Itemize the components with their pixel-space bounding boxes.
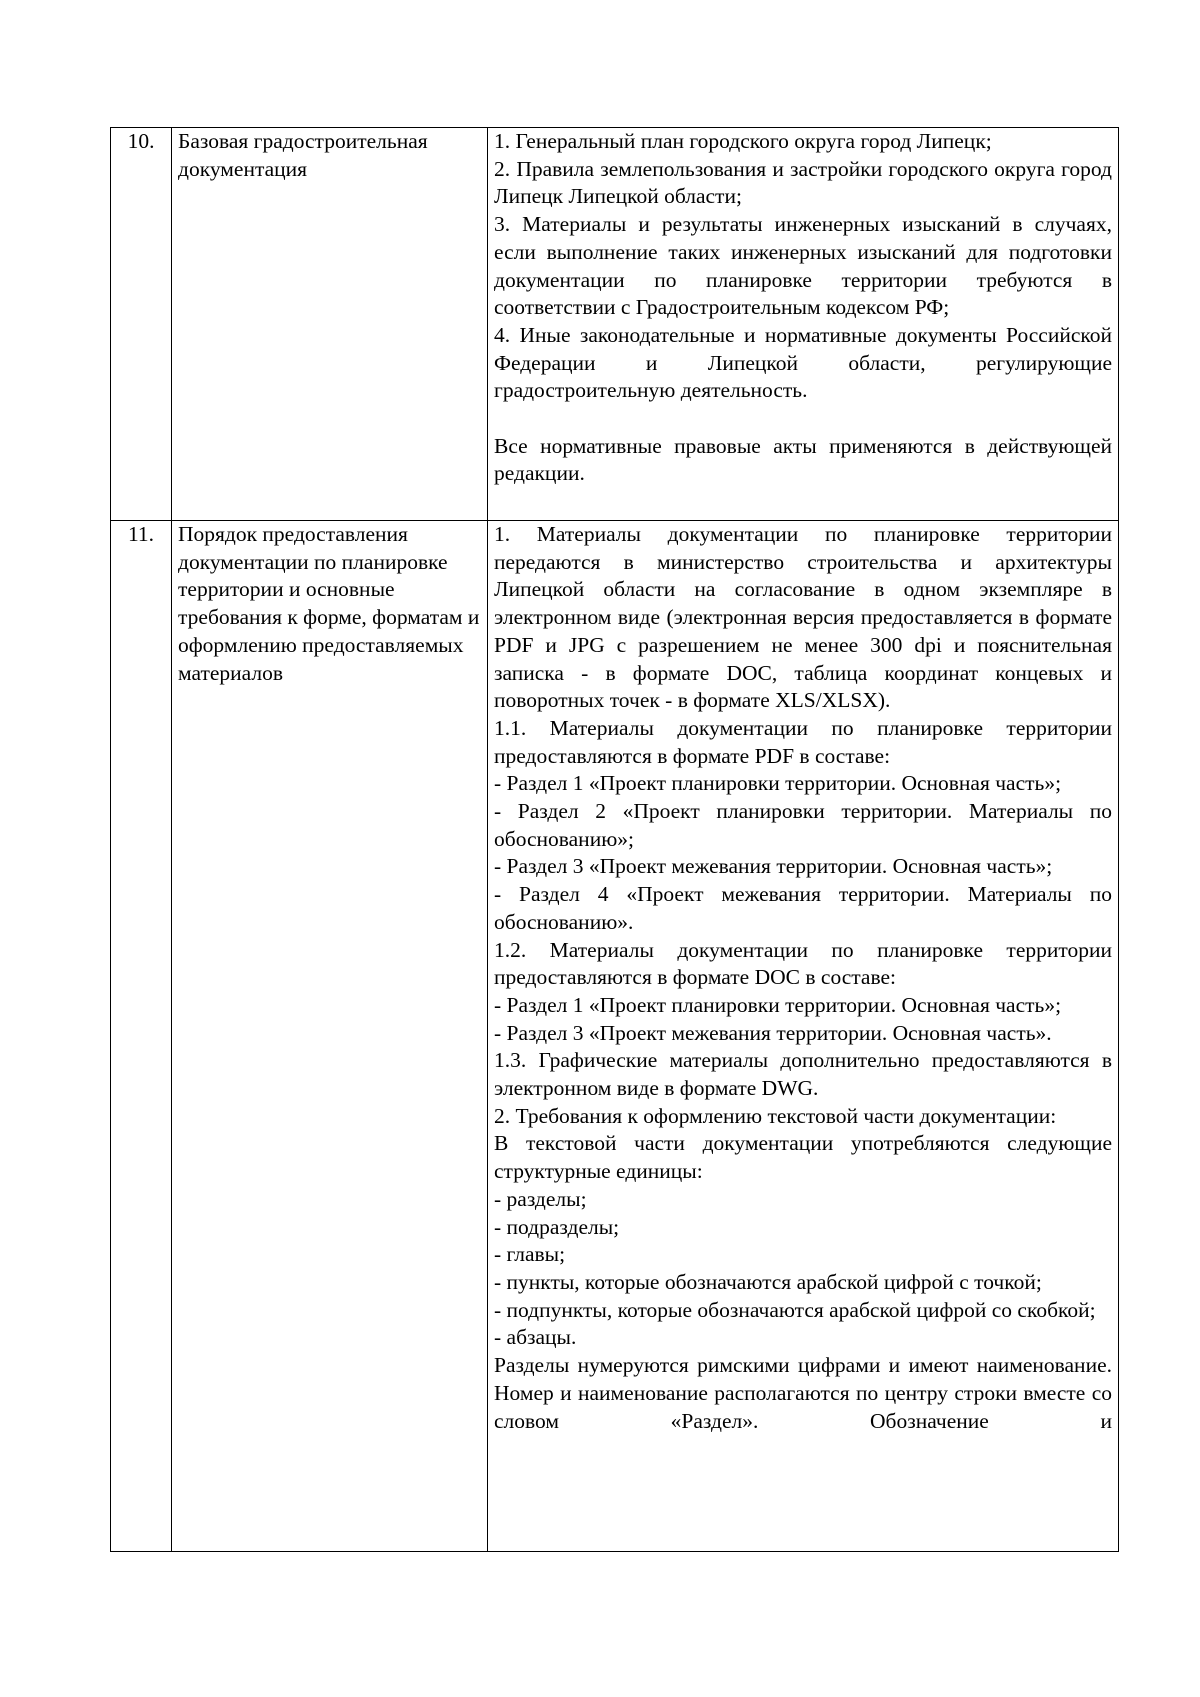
paragraph: - Раздел 4 «Проект межевания территории. Материалы по обоснованию». [494, 882, 1112, 934]
paragraph: - Раздел 2 «Проект планировки территории. Материалы по обоснованию»; [494, 799, 1112, 851]
row-number: 11. [111, 521, 172, 1552]
paragraph: - Раздел 3 «Проект межевания территории. Основная часть»; [494, 854, 1053, 879]
paragraph: 1.1. Материалы документации по планировке территории предоставляются в формате PDF в составе: [494, 715, 1112, 768]
paragraph: 1. Генеральный план городского округа город Липецк; [494, 129, 992, 153]
paragraph: В текстовой части документации употребляются следующие структурные единицы: [494, 1131, 1112, 1184]
paragraph: - Раздел 1 «Проект планировки территории. Основная часть»; [494, 992, 1062, 1017]
row-label: Порядок предоставления документации по планировке территории и основные требования к форме, форматам и оформлению предоставляемых материалов [172, 521, 488, 1552]
paragraph: - абзацы. [494, 1325, 577, 1350]
paragraph: 1.3. Графические материалы дополнительно предоставляются в электронном виде в формате DWG. [494, 1048, 1112, 1101]
paragraph-gap [494, 405, 1112, 433]
table-row [111, 128, 1119, 521]
paragraph: 2. Требования к оформлению текстовой части документации: [494, 1103, 1057, 1128]
paragraph: - пункты, которые обозначаются арабской цифрой с точкой; [494, 1269, 1042, 1294]
paragraph: - главы; [494, 1242, 566, 1267]
paragraph: 4. Иные законодательные и нормативные документы Российской Федерации и Липецкой области, регулирующие градостроительную деятельность. [494, 322, 1112, 403]
row-content-clip [494, 521, 1112, 1435]
paragraph: 3. Материалы и результаты инженерных изысканий в случаях, если выполнение таких инженерных изысканий для подготовки документации по планировке территории требуются в соответствии с Градостроительным кодексом РФ; [494, 212, 1112, 320]
row-label: Базовая градостроительная документация [172, 128, 488, 521]
paragraph: 1.2. Материалы документации по планировке территории предоставляются в формате DOC в составе: [494, 937, 1112, 990]
row-content [488, 521, 1119, 1552]
table-row [111, 521, 1119, 1552]
paragraph: 1. Материалы документации по планировке территории передаются в министерство строительства и архитектуры Липецкой области на согласование в одном экземпляре в электронном виде (электронная версия предоставляется в формате PDF и JPG с разрешением не менее 300 dpi и пояснительная записка - в формате DOC, таблица координат концевых и поворотных точек - в формате XLS/XLSX). [494, 522, 1112, 713]
row-number: 10. [111, 128, 172, 521]
paragraph: Разделы нумеруются римскими цифрами и имеют наименование. Номер и наименование располагаются по центру строки вместе со словом «Раздел». Обозначение и [494, 1353, 1112, 1433]
paragraph: Все нормативные правовые акты применяются в действующей редакции. [494, 433, 1112, 486]
paragraph: - разделы; [494, 1186, 587, 1211]
row-content [488, 128, 1119, 521]
paragraph: - Раздел 1 «Проект планировки территории. Основная часть»; [494, 771, 1062, 796]
paragraph: - подпункты, которые обозначаются арабской цифрой со скобкой; [494, 1297, 1096, 1322]
paragraph: - подразделы; [494, 1214, 620, 1239]
paragraph: 2. Правила землепользования и застройки городского округа город Липецк Липецкой области; [494, 156, 1112, 209]
document-table [110, 127, 1119, 1552]
paragraph: - Раздел 3 «Проект межевания территории. Основная часть». [494, 1020, 1052, 1045]
